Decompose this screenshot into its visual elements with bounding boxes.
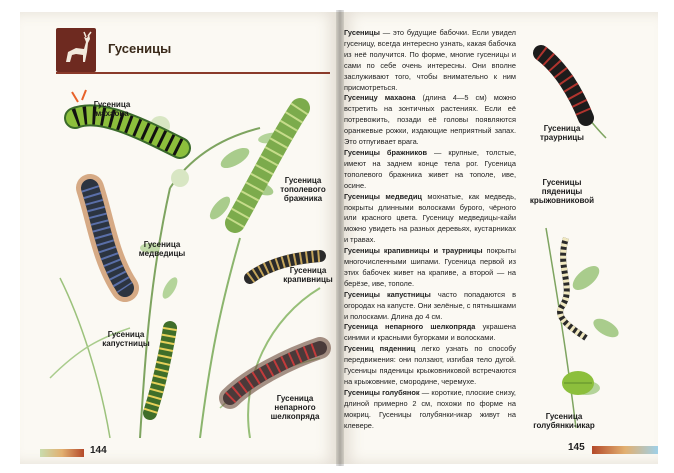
label-krapivnitsy: Гусеница крапивницы [283, 266, 333, 284]
paragraph-text: — это будущие бабочки. Если увидел гусеницу, всегда интересно узнать, какая бабочка из неё получится. По форме, многие гусеницы и сами по себе очень интересны. Они вполне заслуживают того, чтобы внимательно к ним присмотреться. [344, 28, 516, 92]
paragraph [344, 246, 516, 290]
label-kapustnitsy: Гусеница капустницы [102, 330, 150, 348]
paragraph-lead: Гусеницы капустницы [344, 289, 431, 299]
page-stripe-left [40, 449, 84, 457]
label-topol-brazhnik: Гусеница тополевого бражника [280, 176, 326, 203]
paragraph-text: (длина 4—5 см) можно встретить на зонтичных растениях. Если её потревожить, позади её головы появляются оранжевые рожки, издающие неприятный запах. Это отпугивает врага. [344, 93, 517, 147]
paragraph [344, 93, 516, 148]
paragraph-lead: Гусениц пяденниц [344, 344, 416, 354]
caterpillars-illustration-left [20, 78, 340, 438]
section-header [36, 28, 326, 74]
label-shelkopryad: Гусеница непарного шелкопряда [270, 394, 320, 421]
paragraph-lead: Гусеницы [344, 28, 380, 37]
header-rule [56, 72, 330, 74]
paragraph-text: украшена синими и красными бугорками и волосками. [344, 322, 516, 343]
label-machaon: Гусеница махаона [93, 100, 131, 118]
bear-moth-caterpillar [90, 188, 125, 288]
page-number-left: 144 [90, 445, 107, 456]
paragraph-lead: Гусеницы голубянок [344, 387, 420, 397]
label-traurnitsy: Гусеница траурницы [540, 124, 584, 142]
paragraph [344, 192, 516, 247]
paragraph [344, 344, 516, 388]
paragraph-lead: Гусеницы крапивницы и траурницы [344, 246, 483, 256]
hawk-moth-caterpillar [235, 108, 300, 223]
paragraph-text: часто попадаются в огородах на капусте. Они зелёные, с пятнышками и полосками. Длина до 4 см. [344, 289, 516, 321]
paragraph-text: покрыты многочисленными шипами. Гусеница первой из этих бабочек живет на крапиве, а второй — на берёзе, иве, тополе. [344, 246, 516, 288]
caterpillars-illustration-right [516, 28, 656, 448]
paragraph-lead: Гусеницы бражников [344, 147, 428, 157]
paragraph-text: — крупные, толстые, имеют на заднем конце тела рог. Гусеница тополевого бражника живет на тополе, иве, осине. [344, 147, 517, 190]
page-number-right: 145 [568, 442, 585, 453]
deer-icon [56, 28, 96, 72]
paragraph-text: легко узнать по способу передвижения: они ползают, изгибая тело дугой. Гусеницы пяденицы крыжовниковой встречаются на крыжовнике, смородине, черемухе. [344, 344, 516, 386]
paragraph-text: мохнатые, как медведь, покрыты длинными волосками бурого, чёрного или красного цвета. Гусеницу медведицы-кайи можно увидеть на разных деревьях, кустарниках и травах. [344, 191, 516, 245]
label-medveditsa: Гусеница медведицы [138, 240, 186, 258]
paragraph-text: — короткие, плоские снизу, длиной примерно 2 см, похожи по форме на мокриц. Гусеницы голубянки-икар живут на клевере. [344, 387, 516, 430]
page-stripe-right [592, 446, 658, 454]
paragraph [344, 290, 516, 323]
blue-butterfly-caterpillar [562, 371, 594, 395]
paragraph-lead: Гусеницу махаона [344, 93, 416, 103]
gypsy-moth-caterpillar [230, 348, 320, 398]
paragraph-lead: Гусеница непарного шелкопряда [344, 322, 476, 332]
paragraph [344, 388, 516, 432]
paragraph [344, 28, 516, 93]
text-column [344, 28, 516, 432]
paragraph [344, 322, 516, 344]
page-title: Гусеницы [108, 41, 172, 56]
paragraph-lead: Гусеницы медведиц [344, 191, 422, 201]
mourning-cloak-caterpillar [541, 53, 586, 118]
label-golubyanki: Гусеница голубянки-икар [533, 412, 595, 430]
paragraph [344, 148, 516, 192]
label-pyadenitsy: Гусеницы пяденицы крыжовниковой [529, 178, 595, 205]
